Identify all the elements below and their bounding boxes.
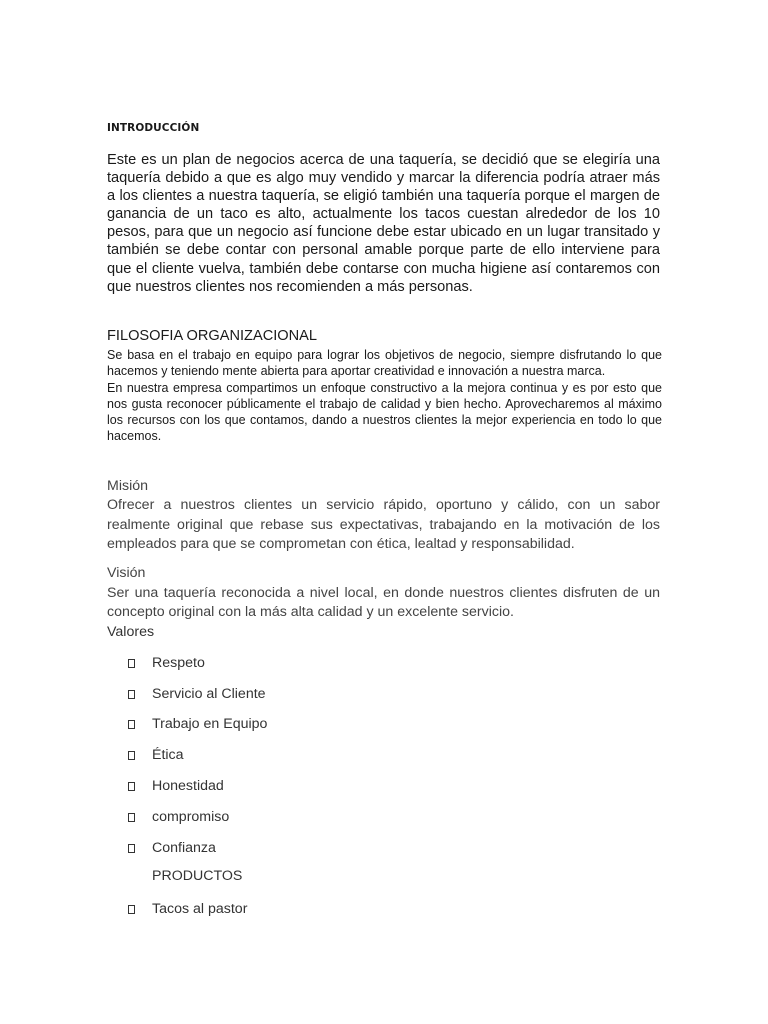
mision-heading: Misión [107,478,148,494]
checkbox-bullet-icon [128,813,135,822]
filosofia-heading: FILOSOFIA ORGANIZACIONAL [107,328,318,344]
checkbox-bullet-icon [128,659,135,668]
checkbox-bullet-icon [128,690,135,699]
valor-label: Trabajo en Equipo [152,716,268,732]
list-item [128,653,205,673]
filosofia-paragraph-1: Se basa en el trabajo en equipo para lograr los objetivos de negocio, siempre disfrutando lo que hacemos y teniendo mente abierta para aportar creatividad e innovación a nuestra marca. [107,348,662,379]
list-item [128,807,230,827]
filosofia-body [107,347,662,445]
vision-heading: Visión [107,565,146,581]
list-item [128,714,268,734]
list-item [128,776,224,796]
checkbox-bullet-icon [128,751,135,760]
filosofia-paragraph-2: En nuestra empresa compartimos un enfoque constructivo a la mejora continua y es por esto que nos gusta reconocer públicamente el trabajo de calidad y bien hecho. Aprovecharemos al máximo los recursos con los que contamos, dando a nuestros clientes la mejor experiencia en todo lo que hacemos. [107,380,662,444]
productos-heading: PRODUCTOS [152,868,243,884]
mision-body: Ofrecer a nuestros clientes un servicio rápido, oportuno y cálido, con un sabor realmente original que rebase sus expectativas, trabajando en la motivación de los empleados para que se comprometan con ética, lealtad y responsabilidad. [107,497,660,552]
valor-label: compromiso [152,809,230,825]
valor-label: Respeto [152,655,205,671]
checkbox-bullet-icon [128,782,135,791]
list-item [128,684,266,704]
valor-label: Ética [152,747,184,763]
valor-label: Honestidad [152,778,224,794]
checkbox-bullet-icon [128,844,135,853]
valor-label: Servicio al Cliente [152,686,266,702]
checkbox-bullet-icon [128,720,135,729]
vision-body: Ser una taquería reconocida a nivel local, en donde nuestros clientes disfruten de un concepto original con la más alta calidad y un excelente servicio. [107,585,660,620]
introduccion-heading: INTRODUCCIÓN [107,122,200,134]
list-item [128,899,248,919]
list-item [128,838,216,858]
checkbox-bullet-icon [128,905,135,914]
valores-heading: Valores [107,624,155,640]
producto-label: Tacos al pastor [152,901,248,917]
valor-label: Confianza [152,840,216,856]
introduccion-body: Este es un plan de negocios acerca de una taquería, se decidió que se elegiría una taquería debido a que es algo muy vendido y marcar la diferencia podría atraer más a los clientes a nuestra taquería, se eligió también una taquería porque el margen de ganancia de un taco es alto, actualmente los tacos cuestan alrededor de los 10 pesos, para que un negocio así funcione debe estar ubicado en un lugar transitado y también se debe contar con personal amable porque parte de ello interviene para que el cliente vuelva, también debe contarse con mucha higiene así contaremos con que nuestros clientes nos recomienden a más personas. [107,152,660,295]
list-item [128,745,184,765]
